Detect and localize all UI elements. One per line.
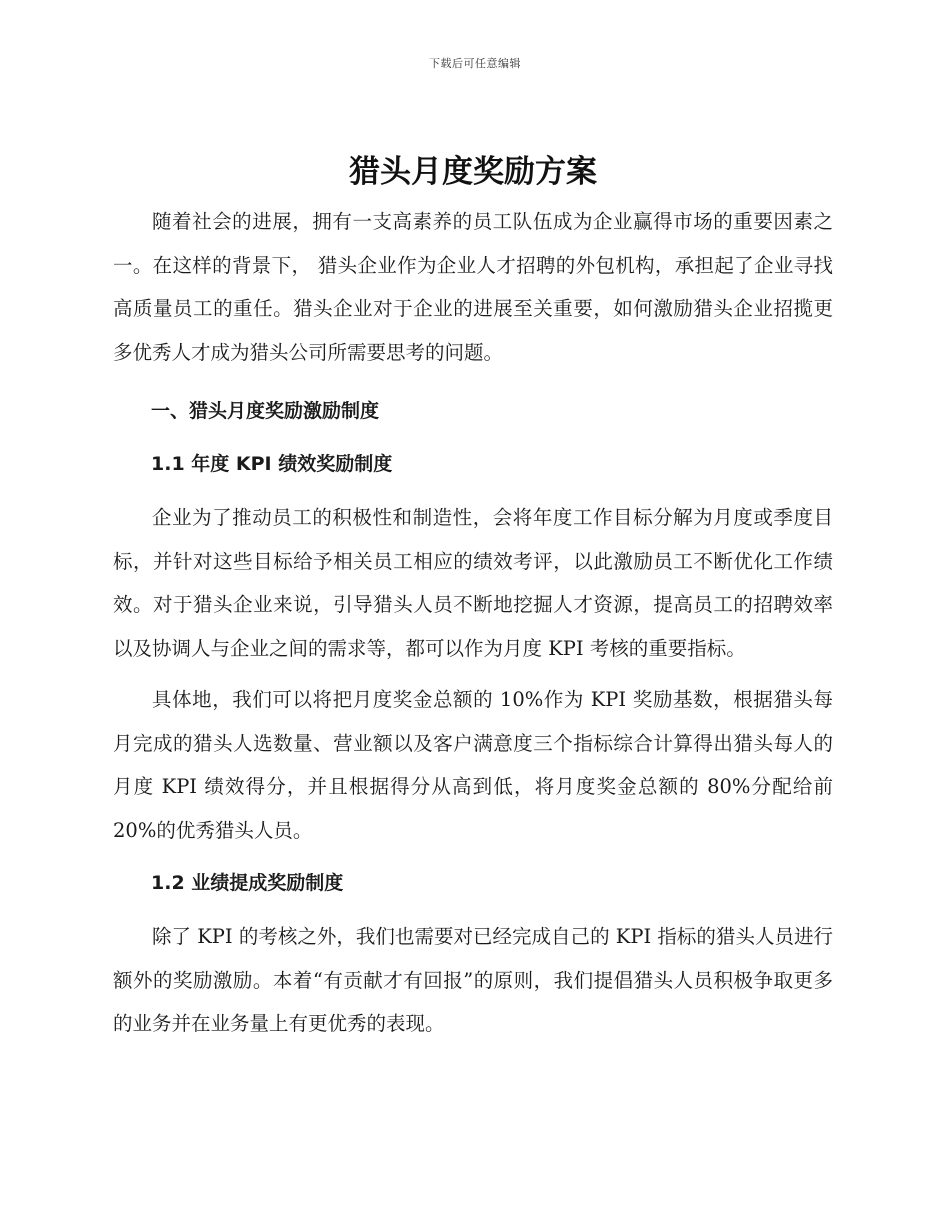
kpi-paragraph-1: 企业为了推动员工的积极性和制造性，会将年度工作目标分解为月度或季度目标，并针对这些目标给予相关员工相应的绩效考评，以此激励员工不断优化工作绩效。对于猎头企业来说，引导猎头人员不断地挖掘人才资源，提高员工的招聘效率以及协调人与企业之间的需求等，都可以作为月度 KPI 考核的重要指标。 [113, 506, 833, 660]
commission-paragraph-1: 除了 KPI 的考核之外，我们也需要对已经完成自己的 KPI 指标的猎头人员进行额外的奖励激励。本着“有贡献才有回报”的原则，我们提倡猎头人员积极争取更多的业务并在业务量上有更优秀的表现。 [113, 925, 833, 1035]
intro-paragraph: 随着社会的进展，拥有一支高素养的员工队伍成为企业赢得市场的重要因素之一。在这样的背景下， 猎头企业作为企业人才招聘的外包机构，承担起了企业寻找高质量员工的重任。猎头企业对于企业的进展至关重要，如何激励猎头企业招揽更多优秀人才成为猎头公司所需要思考的问题。 [113, 210, 833, 364]
document-body [113, 150, 833, 1046]
subsection-heading-kpi: 1.1 年度 KPI 绩效奖励制度 [151, 453, 393, 475]
spacer [113, 374, 833, 382]
spacer [113, 670, 833, 678]
section-heading: 一、猎头月度奖励激励制度 [151, 400, 380, 422]
kpi-paragraph-2: 具体地，我们可以将把月度奖金总额的 10%作为 KPI 奖励基数，根据猎头每月完成的猎头人选数量、营业额以及客户满意度三个指标综合计算得出猎头每人的月度 KPI 绩效得分，并且根据得分从高到低，将月度奖金总额的 80%分配给前 20%的优秀猎头人员。 [113, 688, 833, 842]
header-note: 下载后可任意编辑 [429, 57, 521, 70]
subsection-heading-commission: 1.2 业绩提成奖励制度 [151, 872, 344, 894]
document-title: 猎头月度奖励方案 [349, 154, 597, 190]
